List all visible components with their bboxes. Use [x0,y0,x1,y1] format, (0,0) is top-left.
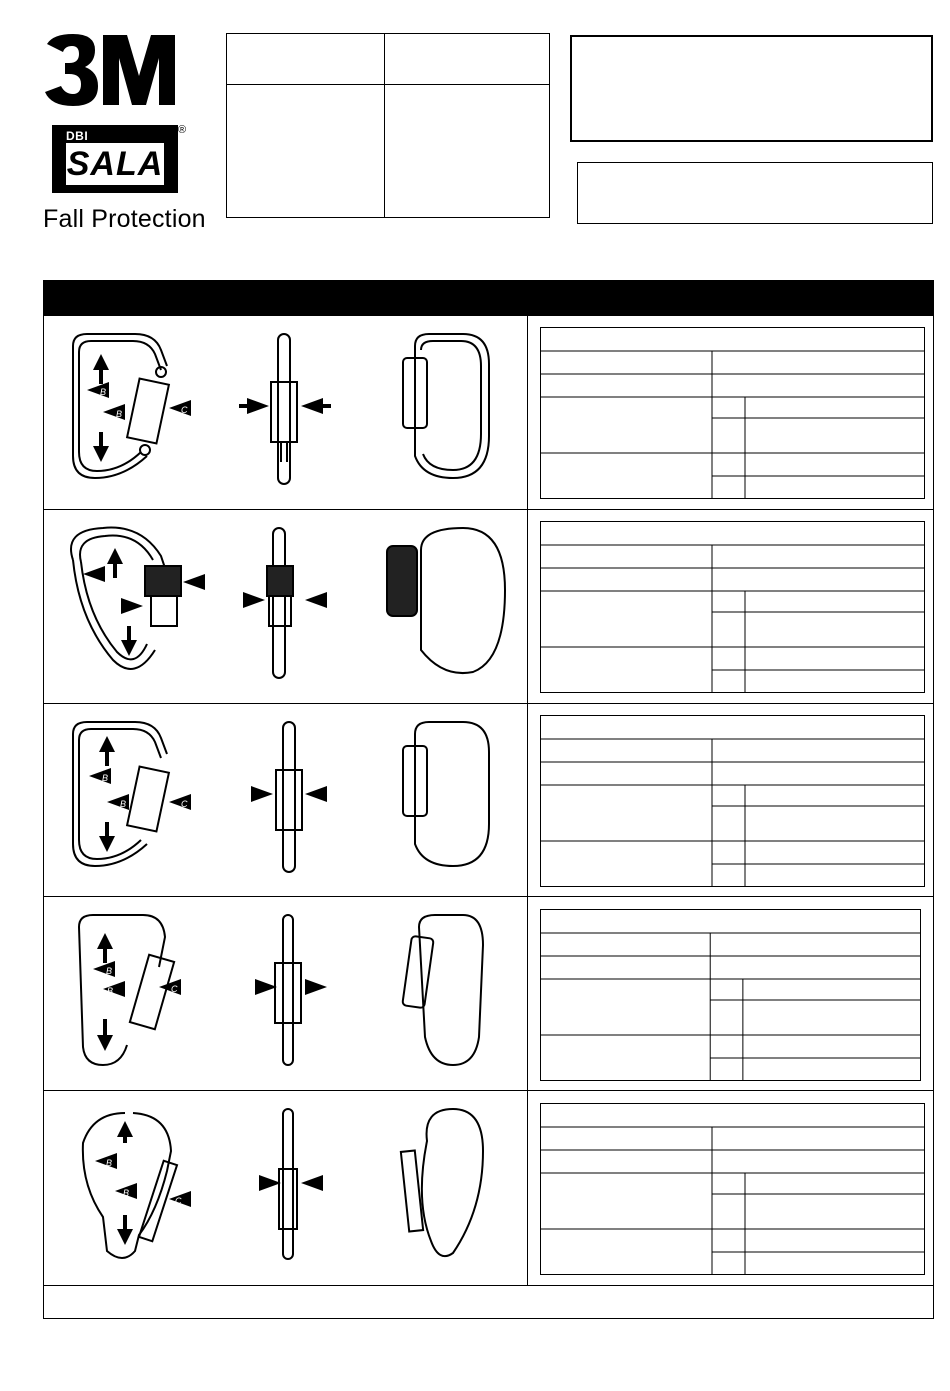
carabiner-row-4 [43,897,527,1090]
3m-logo [43,34,191,106]
carabiner-row-2 [43,510,527,703]
gate-letter-b: B [120,799,127,809]
gate-letter-b: B [100,387,107,397]
gate [127,379,169,444]
notice-box-small [577,162,933,224]
gate-letter-b: B [116,409,123,419]
gate-letter-c: C [175,1196,182,1206]
gate-letter-b: B [106,966,113,976]
arrow-icons [95,1121,323,1245]
dbi-sala-logo [52,125,178,193]
carabiner-row-5 [43,1091,527,1284]
gate-letter-b: B [106,1158,113,1168]
sala-text: SALA [66,145,164,183]
spec-table [540,1103,925,1275]
carabiner-row-1 [43,316,527,509]
gate-letter-b: B [102,773,109,783]
spec-table [540,327,925,499]
gate-letter-c: C [181,799,188,809]
spec-table [540,715,925,887]
tagline: Fall Protection [43,205,206,233]
notice-box [570,35,933,142]
section-header-bar [43,280,934,316]
spec-table [540,909,921,1081]
gate-letter-c: C [181,405,188,415]
arrow-icons [87,354,331,462]
arrow-icons [93,933,327,1051]
gate-letter-b: B [107,986,114,996]
arrow-icons [89,736,327,852]
dbi-text: DBI [66,129,89,143]
gate-letter-c: C [171,984,178,994]
registered-mark: ® [178,124,187,136]
gate-letter-b: B [123,1188,130,1198]
spec-table [540,521,925,693]
info-table [226,33,550,218]
carabiner-row-3 [43,704,527,896]
